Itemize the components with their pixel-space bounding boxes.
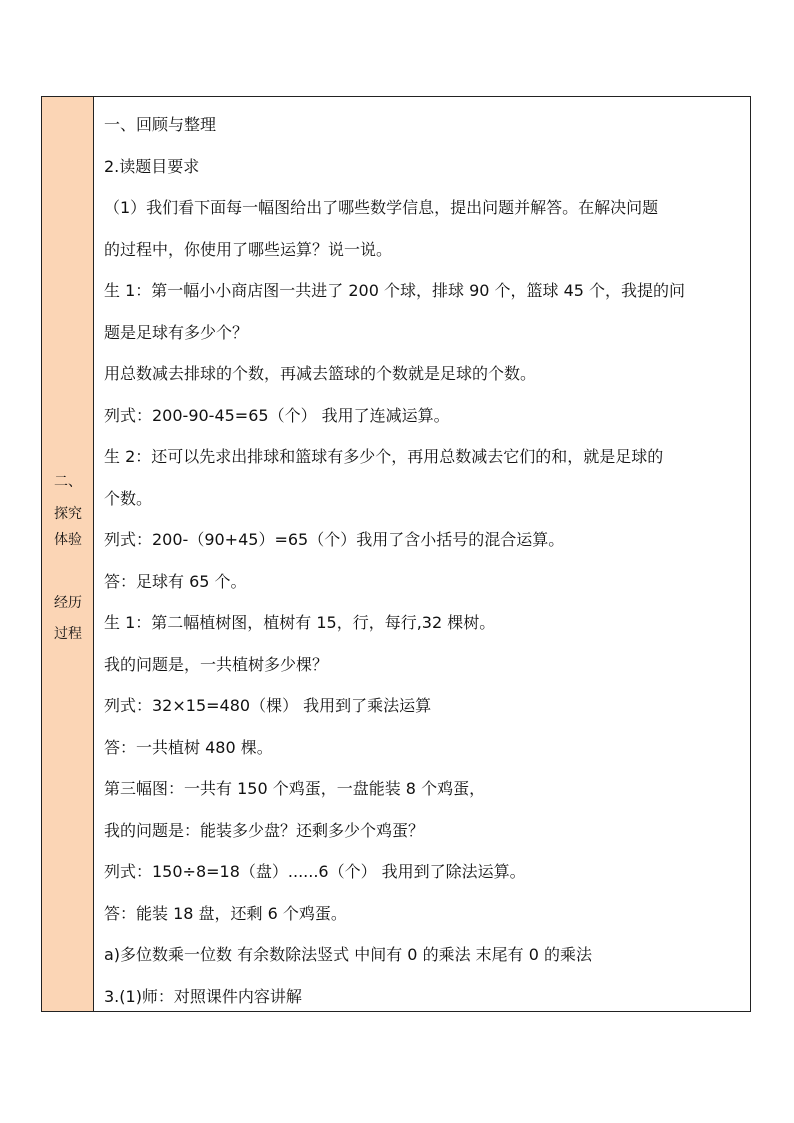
text-line: 我的问题是：能装多少盘？还剩多少个鸡蛋？ xyxy=(104,820,425,840)
heading-review: 一、回顾与整理 xyxy=(104,115,217,134)
text-line: 列式：200-（90+45）=65（个）我用了含小括号的混合运算。 xyxy=(104,530,565,549)
text-line: 用总数减去排球的个数，再减去篮球的个数就是足球的个数。 xyxy=(104,364,537,383)
text-line: 答：一共植树 480 棵。 xyxy=(104,737,273,757)
text-line: a)多位数乘一位数 有余数除法竖式 中间有 0 的乘法 末尾有 0 的乘法 xyxy=(104,945,593,964)
text-line: 生 1：第一幅小小商店图一共进了 200 个球，排球 90 个，篮球 45 个，我提的问 xyxy=(104,281,686,300)
section-label-column xyxy=(42,97,94,1011)
text-line: 我的问题是，一共植树多少棵？ xyxy=(104,654,329,674)
text-line: 第三幅图：一共有 150 个鸡蛋，一盘能装 8 个鸡蛋， xyxy=(104,779,486,798)
section-label-undergo: 经历 xyxy=(54,595,82,611)
section-label-explore: 探究 xyxy=(54,506,82,522)
text-line: 列式：150÷8=18（盘）......6（个） 我用到了除法运算。 xyxy=(104,862,526,881)
subheading-read-requirements: 2.读题目要求 xyxy=(104,156,200,176)
text-line: 的过程中，你使用了哪些运算？说一说。 xyxy=(104,239,393,259)
text-line: 列式：200-90-45=65（个） 我用了连减运算。 xyxy=(104,405,450,425)
lesson-table xyxy=(41,96,751,1012)
text-line: 题是足球有多少个？ xyxy=(104,322,249,342)
text-line: 个数。 xyxy=(104,488,153,508)
text-line: 3.(1)师：对照课件内容讲解 xyxy=(104,986,302,1006)
lesson-content xyxy=(94,97,750,1011)
text-line: 生 2：还可以先求出排球和篮球有多少个，再用总数减去它们的和，就是足球的 xyxy=(104,447,664,466)
text-line: 列式：32×15=480（棵） 我用到了乘法运算 xyxy=(104,696,432,715)
text-line: （1）我们看下面每一幅图给出了哪些数学信息，提出问题并解答。在解决问题 xyxy=(104,198,659,217)
section-label-experience: 体验 xyxy=(54,532,82,548)
text-line: 答：能装 18 盘，还剩 6 个鸡蛋。 xyxy=(104,903,347,923)
section-number: 二、 xyxy=(54,474,82,490)
text-line: 答：足球有 65 个。 xyxy=(104,571,247,591)
section-label-process: 过程 xyxy=(54,626,82,642)
text-line: 生 1：第二幅植树图，植树有 15，行，每行,32 棵树。 xyxy=(104,613,496,632)
